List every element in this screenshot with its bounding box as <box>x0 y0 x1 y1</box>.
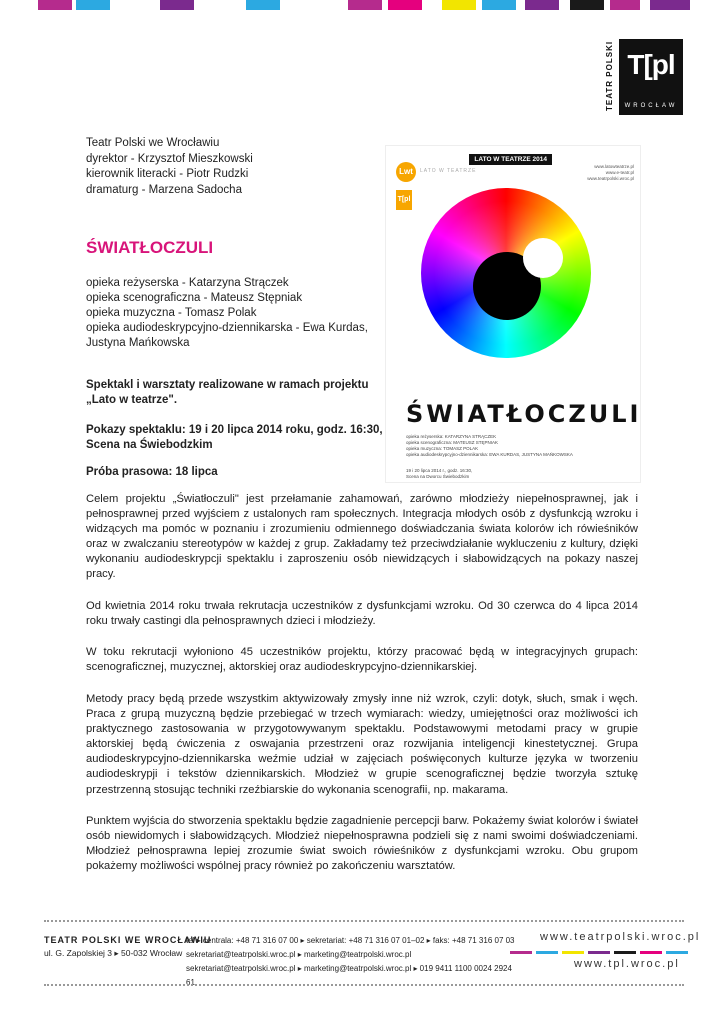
header-line: dyrektor - Krzysztof Mieszkowski <box>86 152 253 165</box>
poster-credit: opieka audiodeskrypcyjno-dziennikarska: EWA KURDAS, JUSTYNA MAŃKOWSKA <box>406 452 573 457</box>
event-poster <box>386 146 640 482</box>
color-wheel-eye <box>421 188 591 358</box>
top-color-strip <box>0 0 725 10</box>
poster-date-line: 19 i 20 lipca 2014 r., godz. 16:30, <box>406 468 473 473</box>
press-rehearsal: Próba prasowa: 18 lipca <box>86 466 218 478</box>
eye-glint <box>523 238 563 278</box>
body-paragraph: Punktem wyjścia do stworzenia spektaklu będzie zagadnienie percepcji barw. Pokażemy świat kolorów i świateł osób niewidomych i słabowidzących. Młodzież niepełnosprawna podzieli się z nami swoimi doświadczeniami. Młodzież pełnosprawna lepiej zrozumie świat swoich rówieśników z dysfunkcjami wzroku. Obu grupom pokażemy możliwości wspólnej pracy również po zakończeniu warsztatów. <box>86 815 638 873</box>
header-line: Teatr Polski we Wrocławiu <box>86 137 220 149</box>
logo-vertical-text: TEATR POLSKI <box>605 40 614 112</box>
footer-contact-line: tel ▸ centrala: +48 71 316 07 00 ▸ sekretariat: +48 71 316 07 01–02 ▸ faks: +48 71 316 07 03 <box>186 936 515 945</box>
strip-segment <box>650 0 690 10</box>
body-paragraph: W toku rekrutacji wyłoniono 45 uczestników projektu, którzy pracować będą w integracyjnych grupach: scenograficznej, muzycznej, aktorskiej oraz audiodeskrypcyjno-dziennikarskiej. <box>86 646 638 674</box>
strip-segment <box>570 0 604 10</box>
strip-segment <box>348 0 382 10</box>
poster-title: ŚWIATŁOCZULI <box>406 400 642 428</box>
credit-line: opieka reżyserska - Katarzyna Strączek <box>86 277 289 289</box>
body-paragraph: Metody pracy będą przede wszystkim aktywizowały zmysły inne niż wzrok, czyli: dotyk, słuch, smak i węch. Praca z grupą muzyczną będzie przebiegać w trzech wymiarach: wiedzy, umiejętności oraz możliwości ich praktycznego zastosowania w przygotowywanym spektaklu. Podstawowymi metodami pracy w grupie aktorskiej będą ćwiczenia z oswajania przestrzeni oraz rozwijania inteligencji kinestetycznej. Grupa audiodeskrypcyjno-dziennikarska weźmie udział w zajęciach poświęconych kulturze języka w tworzeniu audiodeskrypji i tekstów dziennikarskich. Młodzież w grupie scenograficznej będzie tworzyła sztukę przestrzenną stosując techniki rzeźbiarskie do wykonania scenografii, np. makarama. <box>86 693 638 796</box>
footer-org: TEATR POLSKI WE WROCŁAWIU <box>44 935 212 945</box>
footer-contact <box>186 934 516 990</box>
color-wheel <box>421 188 591 358</box>
lwt-text: LATO W TEATRZE <box>420 168 477 174</box>
poster-website: www.e-teatr.pl <box>605 170 634 175</box>
teatr-polski-logo <box>605 36 685 116</box>
page-title: ŚWIATŁOCZULI <box>86 238 214 257</box>
strip-segment <box>160 0 194 10</box>
poster-tpl-logo: T[pl <box>396 190 412 210</box>
poster-credit: opieka muzyczna: TOMASZ POLAK <box>406 446 479 451</box>
poster-dates <box>406 468 472 480</box>
poster-website: www.latowteatrze.pl <box>594 164 634 169</box>
credit-line: opieka scenograficzna - Mateusz Stępniak <box>86 292 303 304</box>
credit-line: opieka muzyczna - Tomasz Polak <box>86 307 257 319</box>
footer-contact-line: sekretariat@teatrpolski.wroc.pl ▸ marketing@teatrpolski.wroc.pl <box>186 950 412 959</box>
credits-list <box>86 276 376 351</box>
logo-box <box>619 39 683 115</box>
poster-credits <box>406 434 573 458</box>
strip-segment <box>610 0 640 10</box>
footer-website-short[interactable]: www.tpl.wroc.pl <box>574 958 680 970</box>
lwt-logo: Lwt <box>396 162 416 182</box>
body-paragraph: Od kwietnia 2014 roku trwała rekrutacja uczestników z dysfunkcjami wzroku. Od 30 czerwca do 4 lipca 2014 roku trwały castingi dla pełnosprawnych dzieci i młodzieży. <box>86 600 638 628</box>
poster-credit: opieka scenograficzna: MATEUSZ STĘPNIAK <box>406 440 498 445</box>
poster-badge: LATO W TEATRZE 2014 <box>469 154 552 165</box>
strip-segment <box>525 0 559 10</box>
footer-color-strip <box>510 951 690 954</box>
strip-segment <box>482 0 516 10</box>
strip-segment <box>246 0 280 10</box>
poster-date-line: Scena na Dworcu Świebodzkim <box>406 474 470 479</box>
header-line: dramaturg - Marzena Sadocha <box>86 183 242 196</box>
strip-segment <box>442 0 476 10</box>
show-dates: Pokazy spektaklu: 19 i 20 lipca 2014 roku, godz. 16:30, Scena na Świebodzkim <box>86 424 383 451</box>
strip-segment <box>388 0 422 10</box>
theatre-header <box>86 136 253 198</box>
body-paragraph: Celem projektu „Światłoczuli" jest przełamanie zahamowań, zarówno młodzieży niepełnosprawnej, jak i pełnosprawnej przed wyjściem z ustalonych ram społecznych. Integracja młodych osób z dysfunkcją wzroku i widzących ma pomóc w poznaniu i zrozumieniu odmiennego doświadczania świata kolorów ich rówieśników oraz w zwalczaniu stereotypów w każdej z grup. Zakładamy też przeciwdziałanie wykluczeniu z kultury, dzięki wykonaniu audiodeskrypcji spektaklu i zaproszeniu osób niewidzących i słabowidzących na pokazy naszej pracy. <box>86 493 638 581</box>
footer-website[interactable]: www.teatrpolski.wroc.pl <box>540 931 701 943</box>
footer-contact-line: sekretariat@teatrpolski.wroc.pl ▸ marketing@teatrpolski.wroc.pl ▸ 019 9411 1100 0024 2924 61 <box>186 964 512 987</box>
logo-mark: T[pl <box>627 49 675 80</box>
poster-websites <box>587 164 634 182</box>
poster-credit: opieka reżyserska: KATARZYNA STRĄCZEK <box>406 434 497 439</box>
footer-divider-bottom <box>44 984 684 986</box>
header-line: kierownik literacki - Piotr Rudzki <box>86 168 249 180</box>
poster-website: www.teatrpolski.wroc.pl <box>587 176 634 181</box>
logo-city: WROCŁAW <box>624 103 678 109</box>
footer-address: ul. G. Zapolskiej 3 ▸ 50-032 Wrocław <box>44 948 183 958</box>
strip-segment <box>76 0 110 10</box>
credit-line: opieka audiodeskrypcyjno-dziennikarska - Ewa Kurdas, Justyna Mańkowska <box>86 322 368 349</box>
footer-divider <box>44 920 684 922</box>
strip-segment <box>38 0 72 10</box>
project-note: Spektakl i warsztaty realizowane w ramach projektu „Lato w teatrze". <box>86 379 369 406</box>
